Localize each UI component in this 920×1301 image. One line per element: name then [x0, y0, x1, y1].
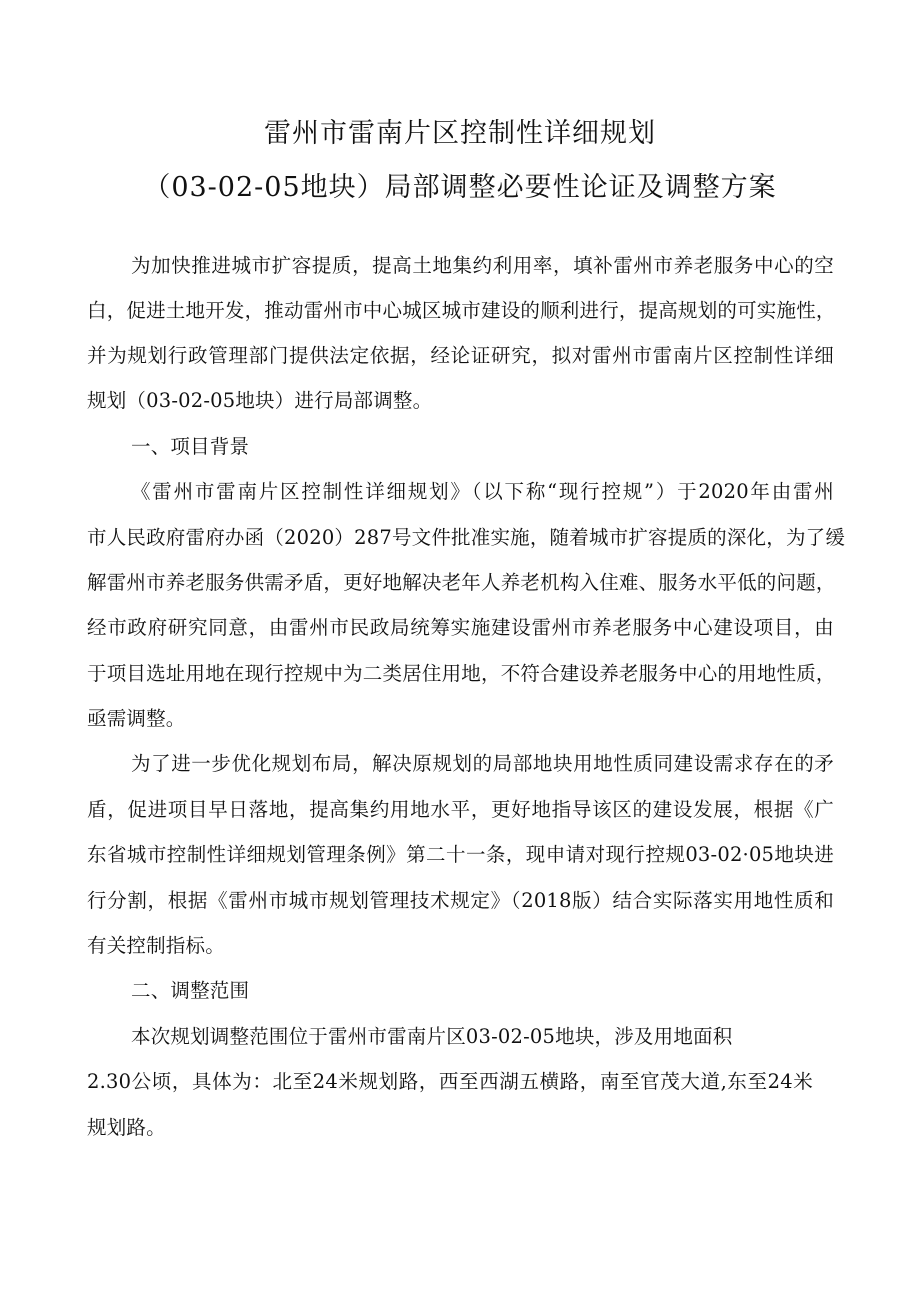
background-para2-line-2: 盾，促进项目早日落地，提高集约用地水平，更好地指导该区的建设发展，根据《广	[87, 798, 834, 821]
background-para2-line-4: 行分割，根据《雷州市城市规划管理技术规定》（2018版）结合实际落实用地性质和	[87, 889, 834, 912]
scope-para-line-2: 2.30公顷，具体为：北至24米规划路，西至西湖五横路，南至官茂大道,东至24米	[87, 1070, 813, 1093]
background-para2-line-5: 有关控制指标。	[87, 934, 225, 957]
background-para1-line-4: 经市政府研究同意，由雷州市民政局统筹实施建设雷州市养老服务中心建设项目，由	[87, 616, 834, 639]
background-para2-line-3: 东省城市控制性详细规划管理条例》第二十一条，现申请对现行控规03-02·05地块进	[87, 843, 834, 866]
scope-para-line-3: 规划路。	[87, 1116, 166, 1139]
scope-para-line-1: 本次规划调整范围位于雷州市雷南片区03-02-05地块，涉及用地面积	[131, 1025, 733, 1048]
section-heading-background: 一、项目背景	[131, 435, 250, 458]
section-heading-scope: 二、调整范围	[131, 979, 250, 1002]
background-para1-line-1: 《雷州市雷南片区控制性详细规划》（以下称“现行控规”）于2020年由雷州	[131, 480, 834, 503]
background-para1-line-5: 于项目选址用地在现行控规中为二类居住用地，不符合建设养老服务中心的用地性质，	[87, 662, 836, 685]
background-para1-line-3: 解雷州市养老服务供需矛盾，更好地解决老年人养老机构入住难、服务水平低的问题，	[87, 571, 836, 594]
intro-line-2: 白，促进土地开发，推动雷州市中心城区城市建设的顺利进行，提高规划的可实施性，	[87, 299, 836, 322]
intro-line-1: 为加快推进城市扩容提质，提高土地集约利用率，填补雷州市养老服务中心的空	[131, 254, 834, 277]
background-para1-line-6: 亟需调整。	[87, 707, 186, 730]
document-title-line-2: （03-02-05地块）局部调整必要性论证及调整方案	[143, 172, 777, 203]
background-para1-line-2: 市人民政府雷府办函（2020）287号文件批准实施，随着城市扩容提质的深化，为了缓	[87, 526, 846, 549]
document-title-line-1: 雷州市雷南片区控制性详细规划	[264, 118, 656, 149]
background-para2-line-1: 为了进一步优化规划布局，解决原规划的局部地块用地性质同建设需求存在的矛	[131, 752, 834, 775]
intro-line-4: 规划（03-02-05地块）进行局部调整。	[87, 389, 433, 412]
intro-line-3: 并为规划行政管理部门提供法定依据，经论证研究，拟对雷州市雷南片区控制性详细	[87, 344, 834, 367]
